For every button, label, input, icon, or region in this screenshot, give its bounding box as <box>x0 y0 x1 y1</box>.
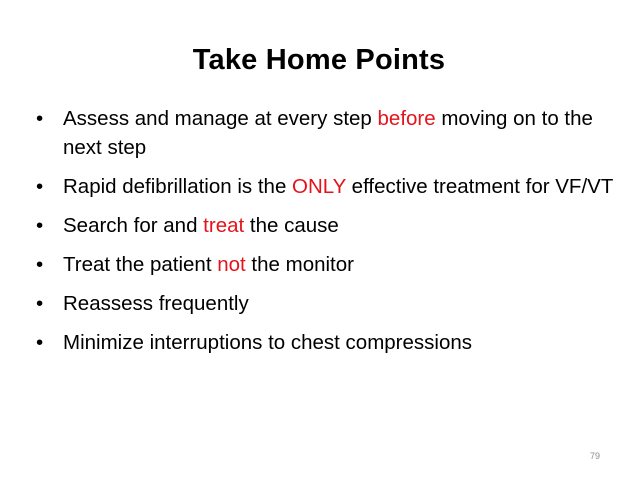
bullet-item <box>36 104 616 162</box>
bullet-text: Minimize interruptions to chest compressions <box>63 331 473 354</box>
bullet-text: effective treatment for VF/VT <box>345 175 614 198</box>
bullet-item <box>36 289 616 318</box>
bullet-text: the monitor <box>245 253 354 276</box>
bullet-text: Assess and manage at every step <box>63 107 378 130</box>
page-number: 79 <box>589 451 600 461</box>
bullet-text: the cause <box>244 214 339 237</box>
bullet-item <box>36 250 616 279</box>
bullet-highlight: ONLY <box>292 175 346 198</box>
bullet-item <box>36 328 616 357</box>
bullet-highlight: treat <box>203 214 245 237</box>
bullet-text: Search for and <box>63 214 204 237</box>
slide-title: Take Home Points <box>192 44 446 76</box>
bullet-marker: • <box>36 253 44 276</box>
bullet-marker: • <box>36 214 44 237</box>
bullet-highlight: not <box>217 253 246 276</box>
bullet-marker: • <box>36 107 44 130</box>
bullet-item <box>36 211 616 240</box>
bullet-text: Rapid defibrillation is the <box>63 175 293 198</box>
bullet-list <box>36 104 616 367</box>
bullet-marker: • <box>36 292 44 315</box>
bullet-text: Reassess frequently <box>63 292 249 315</box>
bullet-highlight: before <box>377 107 436 130</box>
bullet-text: moving on to the next step <box>63 107 593 159</box>
bullet-marker: • <box>36 175 44 198</box>
bullet-text: Treat the patient <box>63 253 218 276</box>
bullet-item <box>36 172 616 201</box>
bullet-marker: • <box>36 331 44 354</box>
